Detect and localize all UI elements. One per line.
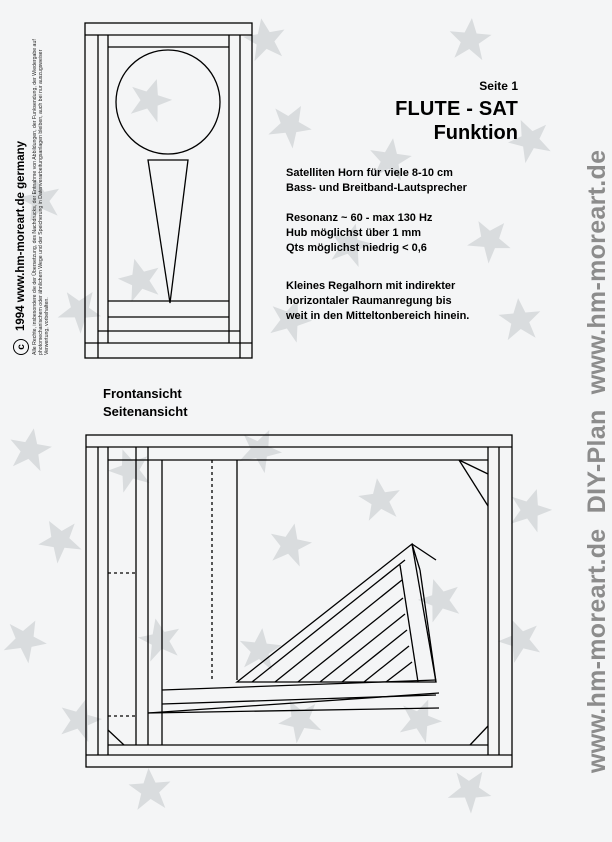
page-title: FLUTE - SAT — [395, 98, 518, 120]
website-watermark: www.hm-moreart.de DIY-Plan www.hm-moreart.de — [583, 149, 611, 773]
description-line: Bass- und Breitband-Lautsprecher — [286, 182, 467, 194]
description-block-summary — [286, 279, 469, 324]
description-line: Resonanz ~ 60 - max 130 Hz — [286, 212, 433, 224]
side-view-drawing — [86, 435, 512, 767]
description-line: Hub möglichst über 1 mm — [286, 227, 422, 239]
horn-mouth-triangle — [148, 160, 188, 303]
driver-cutout-circle — [116, 50, 220, 154]
description-block-specs — [286, 211, 432, 256]
front-view-drawing — [85, 23, 252, 358]
copyright-icon: c — [13, 339, 29, 355]
page-number-label: Seite 1 — [479, 79, 518, 93]
description-block-drivers — [286, 166, 467, 196]
description-line: weit in den Mitteltonbereich hinein. — [286, 310, 470, 322]
copyright-strip — [13, 25, 69, 355]
copyright-text: 1994 www.hm-moreart.de germany — [15, 140, 27, 331]
page-subtitle: Funktion — [433, 122, 518, 144]
description-line: Kleines Regalhorn mit indirekter — [286, 280, 456, 292]
description-line: horizontaler Raumanregung bis — [286, 295, 452, 307]
side-view-label: Seitenansicht — [103, 404, 188, 419]
copyright-fine-print: Alle Rechte, insbesondere die der Übersetzung, des Nachdrucks, der Entnahme von Abbildungen, der Funksendung, der Wiedergabe auf photomechanischem oder ähnlichem Wege und der Speicherung in Datenverarbeitungsanlagen bleiben, auch bei nur auszugsweiser Verwertung, vorbehalten. — [32, 39, 51, 355]
description-line: Satelliten Horn für viele 8-10 cm — [286, 167, 453, 179]
front-view-label: Frontansicht — [103, 386, 182, 401]
description-line: Qts möglichst niedrig < 0,6 — [286, 242, 427, 254]
